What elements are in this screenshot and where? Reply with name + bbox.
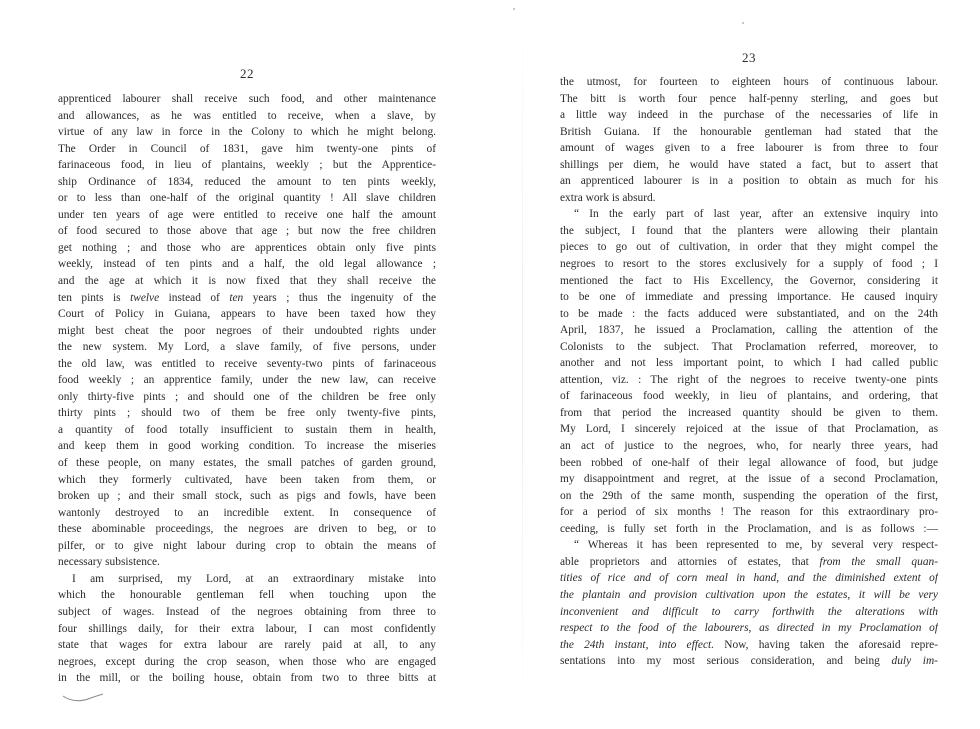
text-line: thirty pints ; should two of them be free only twenty-five pints,	[58, 407, 436, 420]
italic-word: ten	[229, 291, 244, 304]
text-line: an act of justice to the negroes, who, for nearly three years, had	[560, 440, 938, 453]
text-line: for a period of six months ! The reason for this extraordinary pro-	[560, 506, 938, 519]
quote-line: the 24th instant, into effect. Now, having taken the aforesaid repre-	[560, 638, 938, 651]
text-line: state that wages for extra labour are rarely paid at all, to any	[58, 639, 436, 652]
text-line: pilfer, or to give night labour during crop to obtain the means of	[58, 539, 436, 552]
italic-phrase: the 24th instant, into effect.	[560, 638, 725, 651]
text-line: might best cheat the poor negroes of their undoubted rights under	[58, 324, 436, 337]
text-line: in the mill, or the boiling house, obtain from two to three bitts at	[58, 672, 436, 685]
scan-speck	[742, 22, 744, 24]
text-line: another and not less important point, to which I had called public	[560, 357, 938, 370]
paragraph-end-line: necessary subsistence.	[58, 556, 160, 569]
text-line: The Order in Council of 1831, gave him twenty-one pints of	[58, 142, 436, 155]
quote-line-italic: the plantain and provision cultivation upon the estates, it will be very	[560, 588, 938, 601]
text-line: April, 1837, he issued a Proclamation, calling the attention of the	[560, 324, 938, 337]
text-line: the new system. My Lord, a slave family, of five persons, under	[58, 341, 436, 354]
text-line: ceeding, is fully set forth in the Proclamation, and is as follows :—	[560, 522, 938, 535]
text-line: the old law, was entitled to receive seventy-two pints of farinaceous	[58, 357, 436, 370]
page-number-left: 22	[240, 66, 254, 81]
text-line: negroes to resort to the stores exclusively for a supply of food ; I	[560, 258, 938, 271]
paragraph-start-line: I am surprised, my Lord, at an extraordinary mistake into	[72, 572, 436, 585]
text-line: and keep them in good working condition. To increase the miseries	[58, 440, 436, 453]
text-line: Court of Policy in Guiana, appears to have been taxed how they	[58, 308, 436, 321]
quote-line: able proprietors and attornies of estates, that from the small quan-	[560, 555, 938, 568]
text-line: My Lord, I sincerely rejoiced at the issue of that Proclamation, as	[560, 423, 938, 436]
text-line: amount of wages given to a free labourer is from three to four	[560, 142, 938, 155]
text-line: a quantity of food totally insufficient to sustain them in health,	[58, 423, 436, 436]
text-line: only thirty-five pints ; and should one of the children be free only	[58, 390, 436, 403]
quote-line-italic: inconvenient and difficult to carry forthwith the alterations with	[560, 605, 938, 618]
text-line: and allowances, as he was entitled to receive, when a slave, by	[58, 109, 436, 122]
text-line: a little way indeed in the purchase of the necessaries of life in	[560, 109, 938, 122]
quote-line-italic: respect to the food of the labourers, as directed in my Proclamation of	[560, 622, 938, 635]
paragraph-end-line: extra work is absurd.	[560, 191, 656, 204]
paragraph-start-line: “ In the early part of last year, after an extensive inquiry into	[574, 208, 938, 221]
right-page	[560, 50, 938, 670]
text-line: been robbed of one-half of their legal allowance of food, but judge	[560, 456, 938, 469]
text-line: apprenticed labourer shall receive such food, and other maintenance	[58, 93, 436, 105]
text-line: the subject, I found that the planters were allowing their plantain	[560, 224, 938, 237]
text-line: get nothing ; and those who are apprentices obtain only five pints	[58, 241, 436, 254]
left-page	[58, 66, 436, 687]
text-line: and the age at which it is now fixed that they shall receive the	[58, 275, 436, 288]
text-line: wantonly destroyed to an incredible extent. In consequence of	[58, 506, 436, 519]
text-line: subject of wages. Instead of the negroes obtaining from three to	[58, 605, 436, 618]
text-line: attention, viz. : The right of the negroes to receive twenty-one pints	[560, 373, 938, 386]
italic-word: twelve	[130, 291, 160, 304]
text-line: broken up ; and their small stock, such as pigs and fowls, have been	[58, 490, 436, 503]
text-line: mentioned the fact to His Excellency, the Governor, considering it	[560, 274, 938, 287]
text-line: to be one of immediate and pressing importance. He caused inquiry	[560, 291, 938, 304]
text-line: my disappointment and regret, at the issue of a second Proclamation,	[560, 473, 938, 486]
text-line: on the 29th of the same month, suspending the operation of the first,	[560, 489, 938, 502]
text-line: the utmost, for fourteen to eighteen hours of continuous labour.	[560, 76, 938, 88]
page-number-right: 23	[742, 50, 756, 65]
italic-phrase: from the small quan-	[819, 555, 938, 568]
text-line: an apprenticed labourer is in a position to obtain as much for his	[560, 175, 938, 188]
text-line: which the honourable gentleman fell when touching upon the	[58, 589, 436, 602]
text-line: which they formerly cultivated, have been taken from them, or	[58, 473, 436, 486]
text-line: or to less than one-half of the original quantity ! All slave children	[58, 192, 436, 205]
text-line: negroes, except during the crop season, when those who are engaged	[58, 655, 436, 668]
text-line: farinaceous food, in lieu of plantains, weekly ; but the Apprentice-	[58, 159, 436, 172]
text-line: weekly, instead of ten pints and a half, the old legal allowance ;	[58, 258, 436, 271]
text-line: under ten years of age were entitled to receive one half the amount	[58, 208, 436, 221]
text-line: ship Ordinance of 1834, reduced the amount to ten pints weekly,	[58, 175, 436, 188]
quote-line: sentations into my most serious consideration, and being duly im-	[560, 655, 938, 668]
quote-start-line: “ Whereas it has been represented to me, by several very respect-	[574, 539, 938, 552]
right-page-body	[560, 74, 938, 670]
text-line: four shillings daily, for their extra labour, I can most confidently	[58, 622, 436, 635]
text-line: of farinaceous food weekly, in lieu of plantains, and ordering, that	[560, 390, 938, 403]
text-line: pieces to go out of cultivation, in order that they might compel the	[560, 241, 938, 254]
text-line: shillings per diem, he would have stated a fact, but to assert that	[560, 158, 938, 171]
text-line: British Guiana. If the honourable gentleman had stated that the	[560, 125, 938, 138]
text-line: to be made : the facts adduced were substantiated, and on the 24th	[560, 307, 938, 320]
text-line: virtue of any law in force in the Colony to which he might belong.	[58, 126, 436, 139]
scan-speck	[513, 8, 515, 10]
pencil-stroke-mark	[62, 693, 104, 703]
quote-line-italic: tities of rice and of corn meal in hand, and the diminished extent of	[560, 572, 938, 585]
text-line: these abominable proceedings, the negroes are driven to beg, or to	[58, 523, 436, 536]
page-gutter	[522, 0, 523, 729]
text-line: food weekly ; an apprentice family, under the new law, can receive	[58, 374, 436, 387]
italic-phrase: duly im-	[891, 655, 938, 668]
text-line: Colonists to the subject. That Proclamation referred, moreover, to	[560, 340, 938, 353]
text-line: of food secured to those above that age ; but now the free children	[58, 225, 436, 238]
text-line: The bitt is worth four pence half-penny sterling, and goes but	[560, 92, 938, 105]
text-line: of these people, on many estates, the small patches of garden ground,	[58, 457, 436, 470]
text-line: from that period the increased quantity should be given to them.	[560, 406, 938, 419]
left-page-body	[58, 91, 436, 687]
text-line-with-italics: ten pints is twelve instead of ten years ; thus the ingenuity of the	[58, 291, 436, 304]
